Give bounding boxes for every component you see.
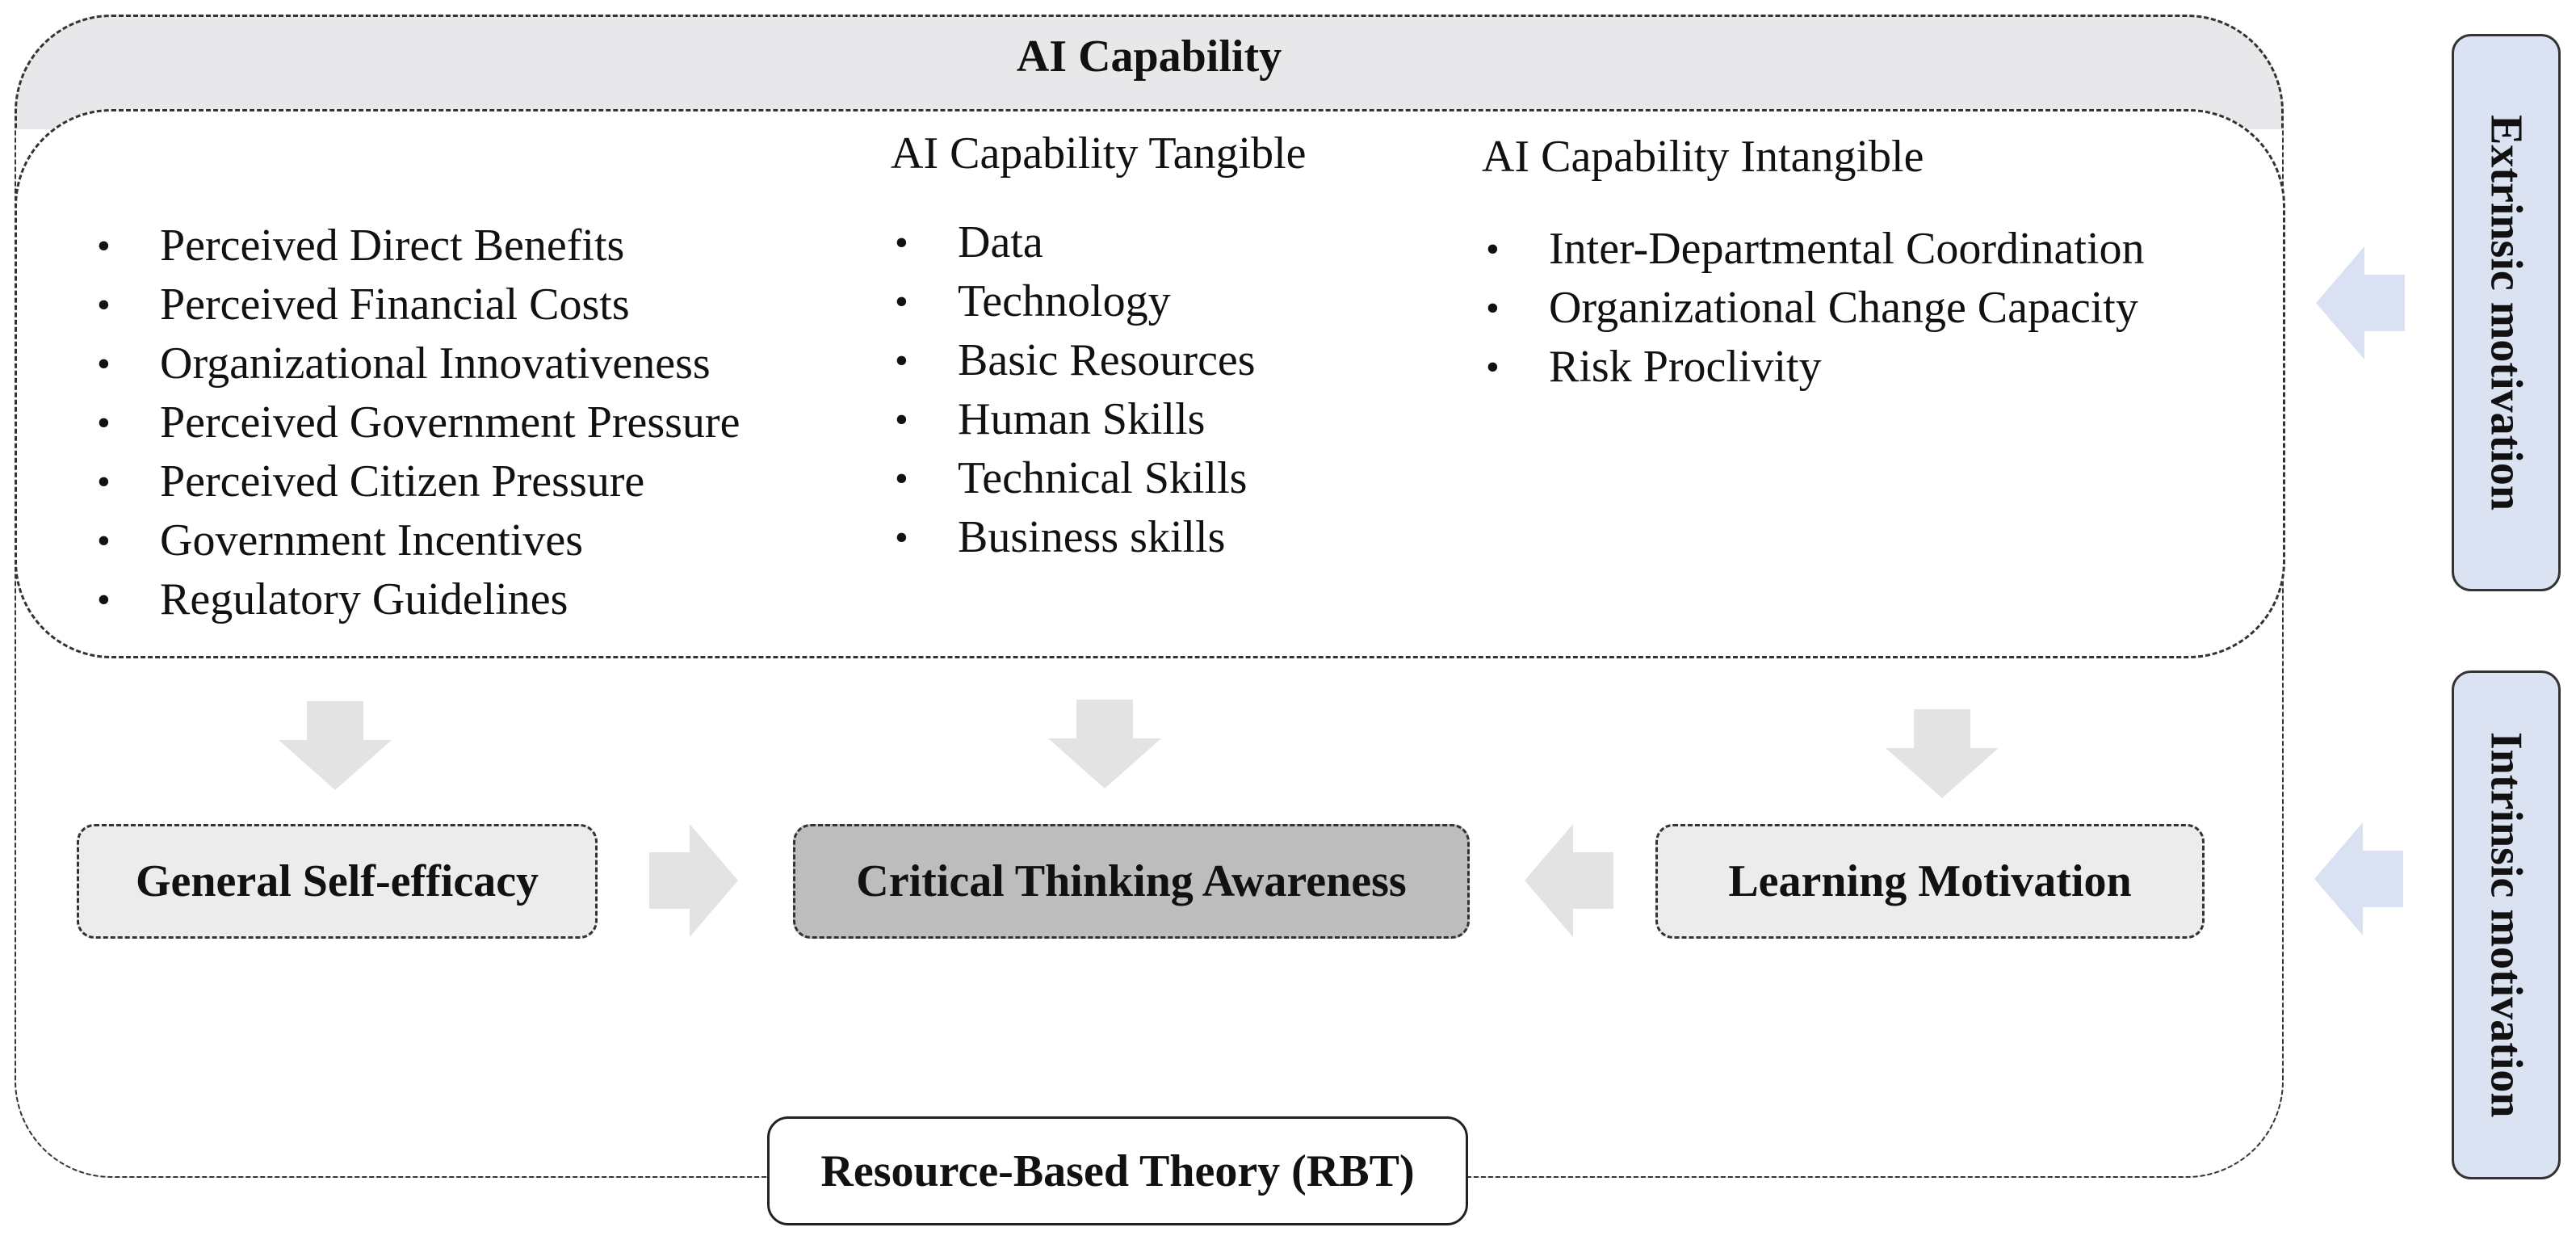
list-item: • Human Skills (895, 390, 1256, 449)
intrinsic-motivation-box (2452, 670, 2561, 1179)
list-item: • Data (895, 213, 1256, 272)
extrinsic-motivation-box (2452, 34, 2561, 591)
list-item: • Basic Resources (895, 331, 1256, 390)
left-arrow-icon (2316, 246, 2405, 359)
down-arrow-icon (1048, 700, 1161, 788)
extrinsic-motivation-label: Extrinsic motivation (2481, 115, 2532, 511)
list-item: • Technology (895, 272, 1256, 331)
factor-list-general (97, 216, 740, 629)
diagram-title: AI Capability (1016, 32, 1282, 82)
node-learning-motivation: Learning Motivation (1655, 824, 2205, 939)
left-arrow-icon (2314, 822, 2403, 935)
node-critical-thinking-awareness: Critical Thinking Awareness (793, 824, 1470, 939)
list-item: • Risk Proclivity (1486, 338, 2145, 397)
list-item: • Perceived Direct Benefits (97, 216, 740, 275)
list-item: • Organizational Innovativeness (97, 334, 740, 393)
intrinsic-motivation-label: Intrinsic motivation (2481, 732, 2532, 1118)
list-item: • Business skills (895, 508, 1256, 567)
list-item: • Perceived Financial Costs (97, 275, 740, 334)
left-arrow-icon (1525, 824, 1613, 937)
right-arrow-icon (649, 824, 738, 937)
list-item: • Technical Skills (895, 449, 1256, 508)
factor-list-intangible (1486, 220, 2145, 397)
factor-list-tangible (895, 213, 1256, 567)
list-item: • Inter-Departmental Coordination (1486, 220, 2145, 279)
heading-tangible: AI Capability Tangible (891, 128, 1307, 179)
list-item: • Organizational Change Capacity (1486, 279, 2145, 338)
list-item: • Perceived Citizen Pressure (97, 452, 740, 511)
down-arrow-icon (1886, 709, 1999, 798)
list-item: • Regulatory Guidelines (97, 570, 740, 629)
list-item: • Government Incentives (97, 511, 740, 570)
theory-label: Resource-Based Theory (RBT) (767, 1116, 1468, 1225)
down-arrow-icon (279, 701, 392, 790)
node-general-self-efficacy: General Self-efficacy (77, 824, 598, 939)
heading-intangible: AI Capability Intangible (1482, 132, 1924, 182)
list-item: • Perceived Government Pressure (97, 393, 740, 452)
